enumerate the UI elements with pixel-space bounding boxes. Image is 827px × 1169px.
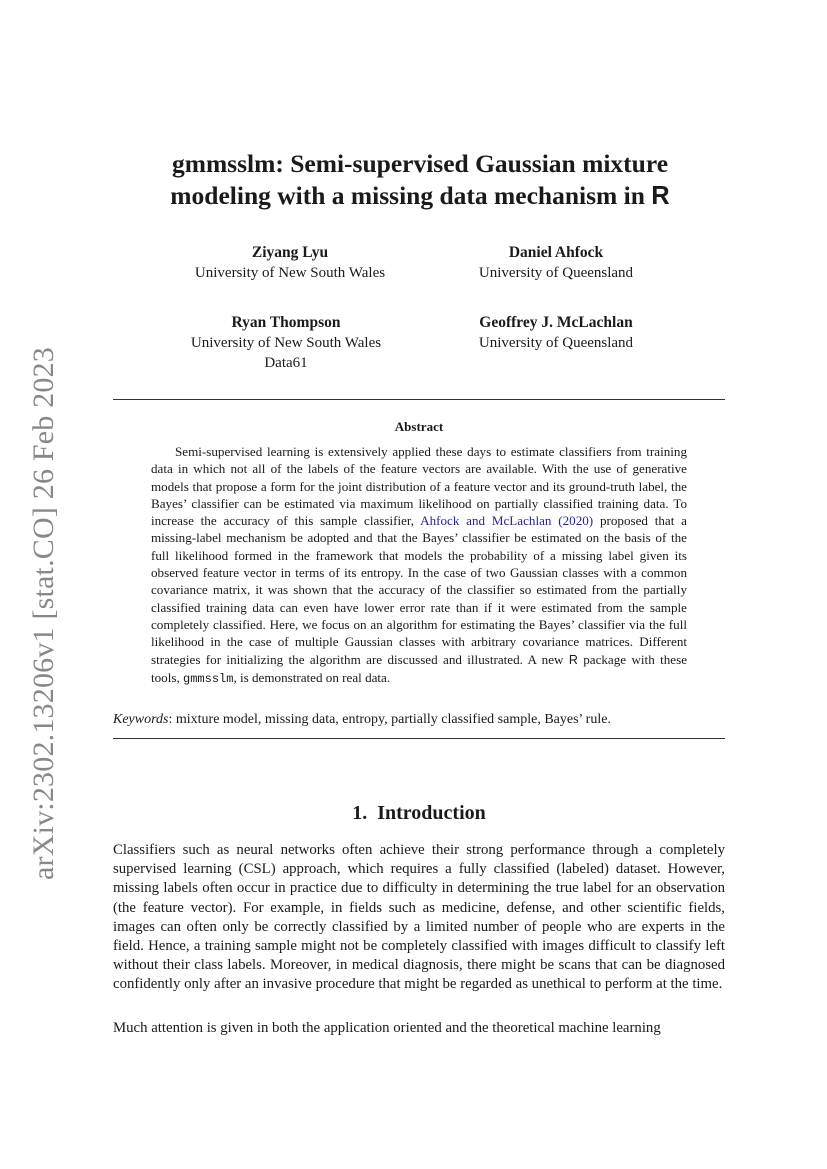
title-line-2 [110,180,730,212]
intro-paragraph-1: Classifiers such as neural networks often achieve their strong performance through a completely supervised learning (CSL) approach, which requires a fully classified (labeled) dataset. However, missing labels often occur in practice due to difficulty in determining the true label for an observation (the feature vector). For example, in fields such as medicine, defense, and other scientific fields, images can often only be correctly classified by a limited number of people who are experts in the field. Hence, a training sample might not be completely classified with images difficult to classify left without their class labels. Moreover, in medical diagnosis, there might be scans that can be diagnosed confidently only after an invasive procedure that might be regarded as unethical to perform at the time. [113,842,725,993]
author-name: Geoffrey J. McLachlan [479,314,633,331]
author-affiliation: University of Queensland [478,335,634,351]
package-name: gmmsslm [183,671,234,686]
keywords-label: Keywords [113,712,169,727]
section-heading [113,802,725,825]
author-name: Ryan Thompson [231,314,341,331]
section-number: 1. [352,802,368,824]
abstract-top-rule [113,399,725,400]
section-title: Introduction [377,802,486,824]
author-name: Ziyang Lyu [251,244,329,261]
author-block-1 [160,243,420,283]
author-affiliation: University of Queensland [478,265,634,281]
abstract-text: proposed that a missing-label mechanism be adopted and that the Bayes’ classifier be estimated on the basis of the full likelihood formed in the framework that models the probability of a missing label given its observed feature vector in terms of its entropy. In the case of two Gaussian classes with a common covariance matrix, it was shown that the accuracy of the classifier so estimated from the partially classified training data can even have lower error rate than if it were estimated from the sample completely classified. Here, we focus on an algorithm for estimating the Bayes’ classifier via the full likelihood in the case of multiple Gaussian classes with arbitrary covariance matrices. Different strategies for initializing the algorithm are discussed and illustrated. A new [151,513,687,667]
abstract-text: , is demonstrated on real data. [233,669,391,685]
keywords-text: : mixture model, missing data, entropy, partially classified sample, Bayes’ rule. [168,712,611,727]
author-block-4 [426,313,686,353]
author-block-2 [426,243,686,283]
abstract-bottom-rule [113,738,725,739]
title-line-1: gmmsslm: Semi-supervised Gaussian mixture [171,149,669,178]
citation-link[interactable]: Ahfock and McLachlan (2020) [420,513,594,529]
author-name: Daniel Ahfock [508,244,604,261]
abstract-text: Semi-supervised learning is extensively applied these days to estimate classifiers from training data in which not all of the labels of the feature vectors are available. With the use of generative models that propose a form for the joint distribution of a feature vector and its ground-truth label, the Bayes’ classifier can be estimated via maximum likelihood on partially classified training data. To increase the accuracy of this sample classifier, [151,444,687,529]
paper-title [110,148,730,212]
title-line-2-text: modeling with a missing data mechanism in [170,181,645,210]
author-affiliation: University of New South Wales [190,335,382,351]
author-affiliation: University of New South Wales [194,265,386,281]
abstract-body [151,443,687,688]
intro-paragraph-2: Much attention is given in both the application oriented and the theoretical machine learning [113,1020,661,1036]
keywords-line [113,711,725,729]
author-block-3 [156,313,416,373]
author-affiliation-secondary: Data61 [264,355,308,371]
abstract-heading: Abstract [394,419,444,434]
arxiv-identifier: arXiv:2302.13206v1 [stat.CO] 26 Feb 2023 [27,347,60,880]
abstract-text: package with these tools, [151,651,688,685]
r-language-name: R [568,652,578,667]
r-logo: R [651,182,670,210]
